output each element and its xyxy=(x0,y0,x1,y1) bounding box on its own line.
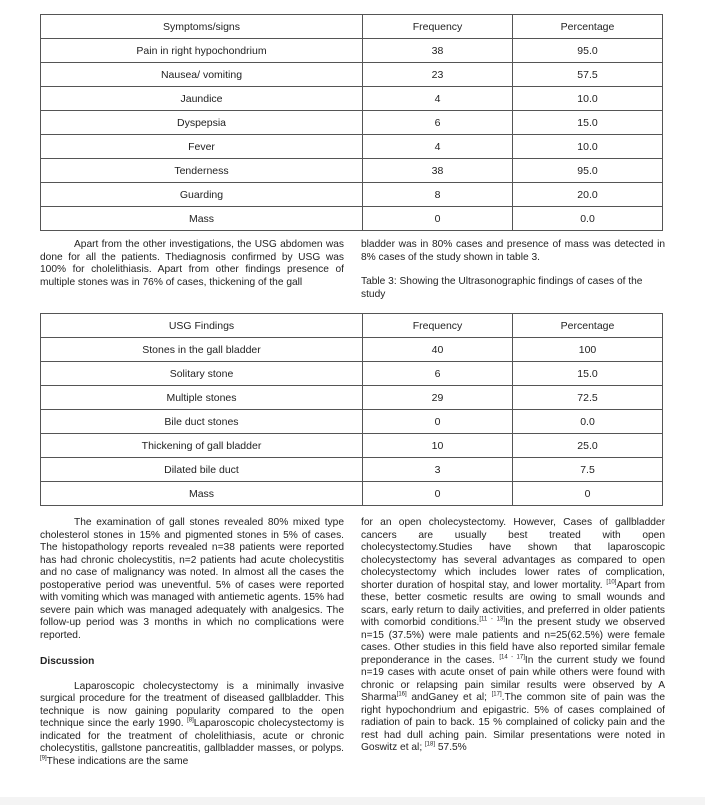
table-cell: 10 xyxy=(363,434,513,458)
table-row xyxy=(41,39,663,63)
table-cell: 95.0 xyxy=(513,39,663,63)
citation: [9] xyxy=(40,755,47,762)
table-cell: 25.0 xyxy=(513,434,663,458)
column-header: Symptoms/signs xyxy=(41,15,363,39)
table-cell: 6 xyxy=(363,111,513,135)
paragraph-usg-left xyxy=(40,239,344,289)
table-cell: 10.0 xyxy=(513,135,663,159)
citation: [14 - 17] xyxy=(499,654,525,661)
body-text: .The common site of pain was the right hypochondrium and epigastric. 5% of cases complained of radiation of pain to back. 15 % complained of colicky pain and the rest had dull aching pain. Similar presentations were noted in Goswitz et al; xyxy=(361,692,665,753)
table-cell: 0 xyxy=(363,482,513,506)
body-text: Laparoscopic cholecystectomy is a minimally invasive surgical procedure for the treatment of diseased gallbladder. This technique is now gaining popularity compared to the open technique since the early 1990. xyxy=(40,680,344,729)
table-cell: 20.0 xyxy=(513,183,663,207)
body-text: In the present study we observed n=15 (37.5%) were male patients and n=25(62.5%) were female cases. Other studies in this field have also reported similar female preponderance in the cases. xyxy=(361,617,665,666)
table-cell: 7.5 xyxy=(513,458,663,482)
paragraph-discussion xyxy=(40,681,344,769)
table-cell: 38 xyxy=(363,159,513,183)
table-cell: 6 xyxy=(363,362,513,386)
body-text: 57.5% xyxy=(437,742,467,753)
table-cell: 0 xyxy=(363,207,513,231)
table-cell: Stones in the gall bladder xyxy=(41,338,363,362)
discussion-heading: Discussion xyxy=(40,656,95,667)
body-text: for an open cholecystectomy. However, Cases of gallbladder cancers are usually best treated with open cholecystectomy.Studies have shown that laparoscopic cholecystectomy has several advantages as compared to open cholecystectomy which includes lower rates of complication, shorter duration of hospital stay, and lower mortality. xyxy=(361,517,665,591)
table-row xyxy=(41,159,663,183)
paragraph-examination: The examination of gall stones revealed 80% mixed type cholesterol stones in 15% and pigmented stones in 5% of cases. The histopathology reports revealed n=38 patients were reported has had chronic cholecystitis, n=2 patients had acute cholecystitis and no case of malignancy was noted. In almost all the cases the postoperative period was uneventful. 5% of cases were reported with vomiting which was managed with antiemetic agents. 15% had severe pain which was managed adequately with analgesics. The follow-up period was 3 months in which no complications were reported. xyxy=(40,517,344,641)
body-text: bladder was in 80% cases and presence of mass was detected in 8% cases of the study shown in table 3. xyxy=(361,239,665,263)
table-row xyxy=(41,410,663,434)
table-header-row xyxy=(41,314,663,338)
table-row xyxy=(41,338,663,362)
table-cell: 100 xyxy=(513,338,663,362)
citation: [17] xyxy=(491,691,502,698)
table-header-row xyxy=(41,15,663,39)
table-cell: Jaundice xyxy=(41,87,363,111)
table-cell: 3 xyxy=(363,458,513,482)
table-row xyxy=(41,458,663,482)
table-cell: 4 xyxy=(363,87,513,111)
table-cell: Guarding xyxy=(41,183,363,207)
left-column xyxy=(40,517,344,768)
paragraph-usg-right xyxy=(361,239,665,264)
table-cell: 4 xyxy=(363,135,513,159)
table-cell: 15.0 xyxy=(513,111,663,135)
table-cell: 29 xyxy=(363,386,513,410)
body-text: In the current study we found n=19 cases with acute onset of pain while others were found with chronic or relapsing pain similar results were observed by A Sharma xyxy=(361,654,665,703)
table-cell: 57.5 xyxy=(513,63,663,87)
paragraph-discussion-continued xyxy=(361,517,665,755)
table-cell: 72.5 xyxy=(513,386,663,410)
table-2-symptoms xyxy=(40,14,663,231)
table-row xyxy=(41,386,663,410)
table-cell: 0 xyxy=(513,482,663,506)
column-header: Percentage xyxy=(513,15,663,39)
table-cell: Fever xyxy=(41,135,363,159)
page-bottom-band xyxy=(0,797,705,805)
table-cell: Multiple stones xyxy=(41,386,363,410)
citation: [18] xyxy=(425,741,436,748)
citation: [11 - 13] xyxy=(479,616,505,623)
table-3-caption: Table 3: Showing the Ultrasonographic findings of cases of the study xyxy=(361,276,643,300)
body-text: Apart from the other investigations, the USG abdomen was done for all the patients. Thediagnosis confirmed by USG was 100% for cholelithiasis. Apart from other findings presence of multiple stones was in 76% of cases, thickening of the gall xyxy=(40,239,344,288)
table-cell: Dilated bile duct xyxy=(41,458,363,482)
citation: [10] xyxy=(606,579,617,586)
table-row xyxy=(41,362,663,386)
table-cell: Thickening of gall bladder xyxy=(41,434,363,458)
table-cell: Mass xyxy=(41,482,363,506)
table-row xyxy=(41,111,663,135)
table-cell: Pain in right hypochondrium xyxy=(41,39,363,63)
column-header: USG Findings xyxy=(41,314,363,338)
table-cell: Mass xyxy=(41,207,363,231)
table-cell: 0 xyxy=(363,410,513,434)
table-cell: Solitary stone xyxy=(41,362,363,386)
table-cell: Dyspepsia xyxy=(41,111,363,135)
table-cell: 95.0 xyxy=(513,159,663,183)
table-cell: Tenderness xyxy=(41,159,363,183)
citation: [16] xyxy=(396,691,407,698)
body-text: These indications are the same xyxy=(46,755,189,767)
body-text: Laparoscopic cholecystectomy is indicated for the treatment of cholelithiasis, acute or chronic cholecystitis, gallstone pancreatitis, gallbladder masses, or polyps. xyxy=(40,718,344,754)
column-header: Percentage xyxy=(513,314,663,338)
table-cell: 10.0 xyxy=(513,87,663,111)
column-header: Frequency xyxy=(363,314,513,338)
table-3-usg-findings xyxy=(40,313,663,506)
table-cell: 0.0 xyxy=(513,207,663,231)
right-column xyxy=(361,517,665,755)
table-cell: 23 xyxy=(363,63,513,87)
table-row xyxy=(41,87,663,111)
table-row xyxy=(41,63,663,87)
body-text: andGaney et al; xyxy=(411,692,487,703)
table-row xyxy=(41,183,663,207)
table-cell: 8 xyxy=(363,183,513,207)
table-cell: 38 xyxy=(363,39,513,63)
table-row xyxy=(41,207,663,231)
table-cell: 40 xyxy=(363,338,513,362)
table-cell: Bile duct stones xyxy=(41,410,363,434)
table-row xyxy=(41,434,663,458)
column-header: Frequency xyxy=(363,15,513,39)
table-cell: 15.0 xyxy=(513,362,663,386)
table-cell: Nausea/ vomiting xyxy=(41,63,363,87)
citation: [8] xyxy=(187,717,194,724)
table-cell: 0.0 xyxy=(513,410,663,434)
table-row xyxy=(41,135,663,159)
body-text: Apart from these, better cosmetic results are owing to small wounds and scars, early return to daily activities, and preferred in older patients with comorbid conditions. xyxy=(361,579,665,628)
table-row xyxy=(41,482,663,506)
